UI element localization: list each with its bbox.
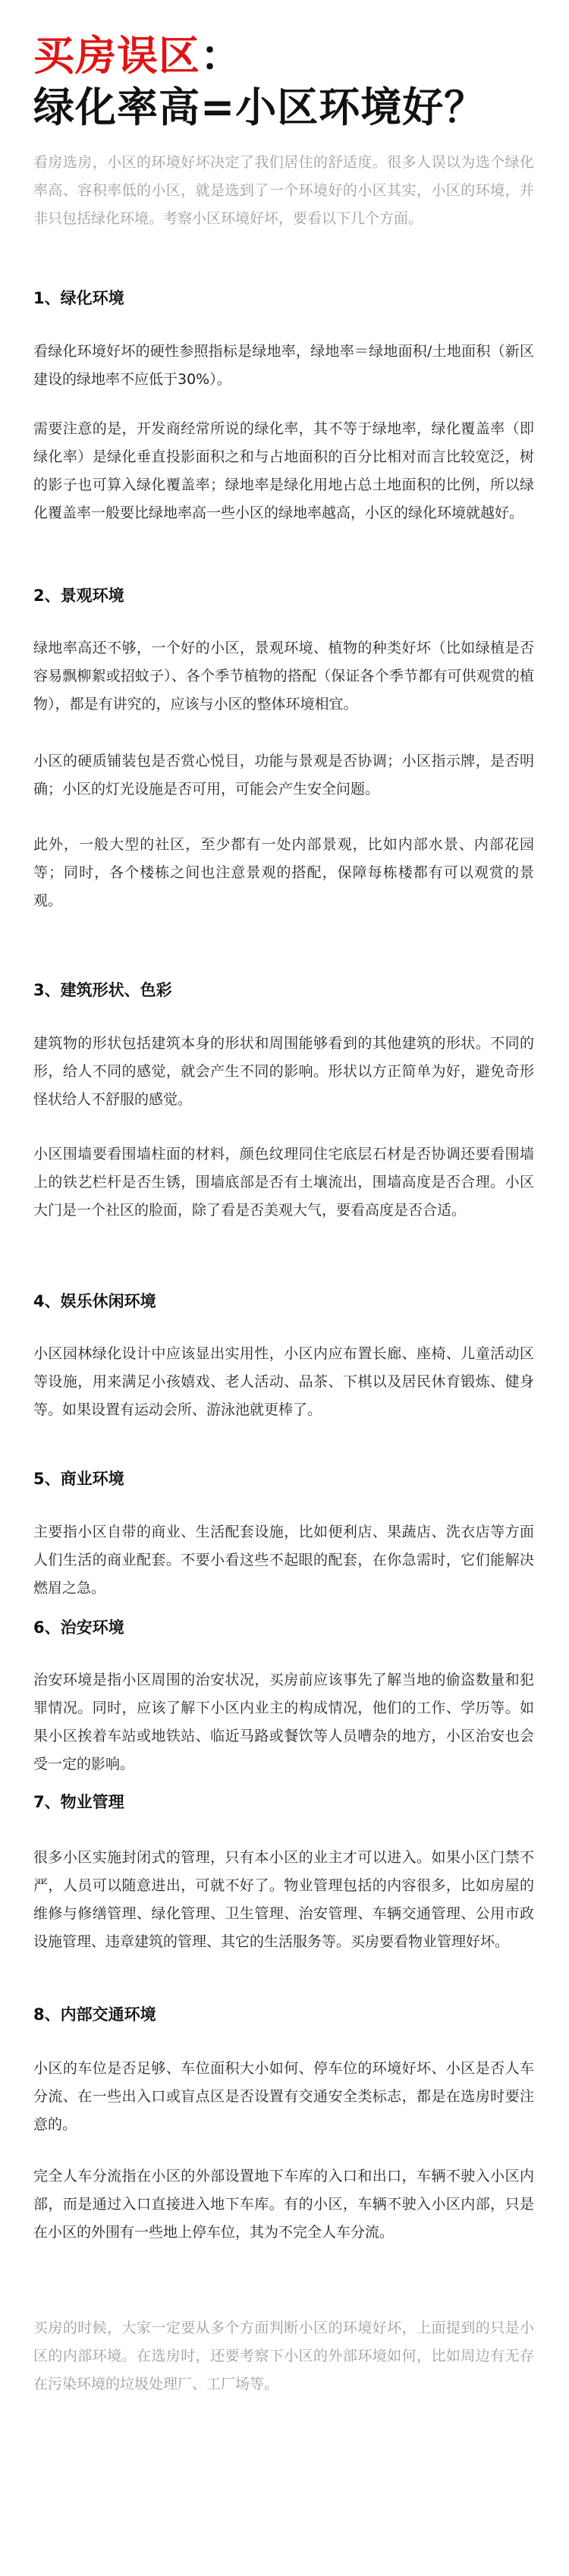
title-colon: ： [200, 32, 242, 80]
section-1-paragraph-1: 看绿化环境好坏的硬性参照指标是绿地率，绿地率＝绿地面积/土地面积（新区建设的绿地率不应低于30%）。 [33, 343, 534, 388]
section-2-paragraph-3: 此外，一般大型的社区，至少都有一处内部景观，比如内部水景、内部花园等；同时，各个楼栋之间也注意景观的搭配，保障每栋楼都有可以观赏的景观。 [33, 836, 534, 909]
section-heading-2: 2、景观环境 [33, 587, 124, 605]
section-heading-3: 3、建筑形状、色彩 [33, 981, 172, 999]
section-8-paragraph-2: 完全人车分流指在小区的外部设置地下车库的入口和出口，车辆不驶入小区内部，而是通过入口直接进入地下车库。有的小区，车辆不驶入小区内部，只是在小区的外围有一些地上停车位，其为不完全人车分流。 [33, 2168, 534, 2241]
section-3-paragraph-1: 建筑物的形状包括建筑本身的形状和周围能够看到的其他建筑的形状。不同的形，给人不同的感觉，就会产生不同的影响。形状以方正简单为好，避免奇形怪状给人不舒服的感觉。 [33, 1035, 534, 1108]
section-8-paragraph-1: 小区的车位是否足够、车位面积大小如何、停车位的环境好坏、小区是否人车分流、在一些出入口或盲点区是否设置有交通安全类标志，都是在选房时要注意的。 [33, 2060, 534, 2133]
title-line-2: 绿化率高=小区环境好？ [33, 83, 486, 131]
section-6-paragraph-1: 治安环境是指小区周围的治安状况，买房前应该事先了解当地的偷盗数量和犯罪情况。同时，应该了解下小区内业主的构成情况，他们的工作、学历等。如果小区挨着车站或地铁站、临近马路或餐饮等人员嘈杂的地方，小区治安也会受一定的影响。 [33, 1672, 534, 1772]
section-heading-7: 7、物业管理 [33, 1793, 124, 1811]
section-7-paragraph-1: 很多小区实施封闭式的管理，只有本小区的业主才可以进入。如果小区门禁不严，人员可以随意进出，可就不好了。物业管理包括的内容很多，比如房屋的维修与修缮管理、绿化管理、卫生管理、治安管理、车辆交通管理、公用市政设施管理、违章建筑的管理、其它的生活服务等。买房要看物业管理好坏。 [33, 1849, 534, 1950]
section-3-paragraph-2: 小区围墙要看围墙柱面的材料，颜色纹理同住宅底层石材是否协调还要看围墙上的铁艺栏杆是否生锈，围墙底部是否有土壤流出，围墙高度是否合理。小区大门是一个社区的脸面，除了看是否美观大气，要看高度是否合适。 [33, 1146, 534, 1219]
section-2-paragraph-2: 小区的硬质铺装包是否赏心悦目，功能与景观是否协调；小区指示牌，是否明确；小区的灯光设施是否可用，可能会产生安全问题。 [33, 753, 534, 797]
section-heading-5: 5、商业环境 [33, 1470, 124, 1488]
section-4-paragraph-1: 小区园林绿化设计中应该显出实用性，小区内应布置长廊、座椅、儿童活动区等设施，用来满足小孩嬉戏、老人活动、品茶、下棋以及居民休育锻炼、健身等。如果设置有运动会所、游泳池就更棒了。 [33, 1345, 534, 1418]
intro-paragraph: 看房选房，小区的环境好坏决定了我们居住的舒适度。很多人误以为选个绿化率高、容积率低的小区，就是选到了一个环境好的小区其实，小区的环境，并非只包括绿化环境。考察小区环境好坏，要看以下几个方面。 [33, 154, 534, 227]
title-line-1 [33, 30, 486, 82]
section-heading-1: 1、绿化环境 [33, 289, 124, 307]
section-heading-6: 6、治安环境 [33, 1618, 124, 1637]
section-2-paragraph-1: 绿地率高还不够，一个好的小区，景观环境、植物的种类好坏（比如绿植是否容易飘柳絮或招蚊子）、各个季节植物的搭配（保证各个季节都有可供观赏的植物），都是有讲究的，应该与小区的整体环境相宜。 [33, 640, 534, 712]
section-heading-8: 8、内部交通环境 [33, 2005, 156, 2024]
section-heading-4: 4、娱乐休闲环境 [33, 1292, 156, 1310]
section-5-paragraph-1: 主要指小区自带的商业、生活配套设施，比如便利店、果蔬店、洗衣店等方面人们生活的商业配套。不要小看这些不起眼的配套，在你急需时，它们能解决燃眉之急。 [33, 1524, 534, 1596]
title-highlight: 买房误区 [33, 32, 200, 80]
article-title [33, 30, 486, 134]
section-1-paragraph-2: 需要注意的是，开发商经常所说的绿化率，其不等于绿地率，绿化覆盖率（即绿化率）是绿化垂直投影面积之和与占地面积的百分比相对而言比较宽泛，树的影子也可算入绿化覆盖率；绿地率是绿化用地占总土地面积的比例，所以绿化覆盖率一般要比绿地率高一些小区的绿地率越高，小区的绿化环境就越好。 [33, 420, 534, 521]
outro-paragraph: 买房的时候，大家一定要从多个方面判断小区的环境好坏，上面提到的只是小区的内部环境。在选房时，还要考察下小区的外部环境如何，比如周边有无存在污染环境的垃圾处理厂、工厂场等。 [33, 2320, 534, 2392]
